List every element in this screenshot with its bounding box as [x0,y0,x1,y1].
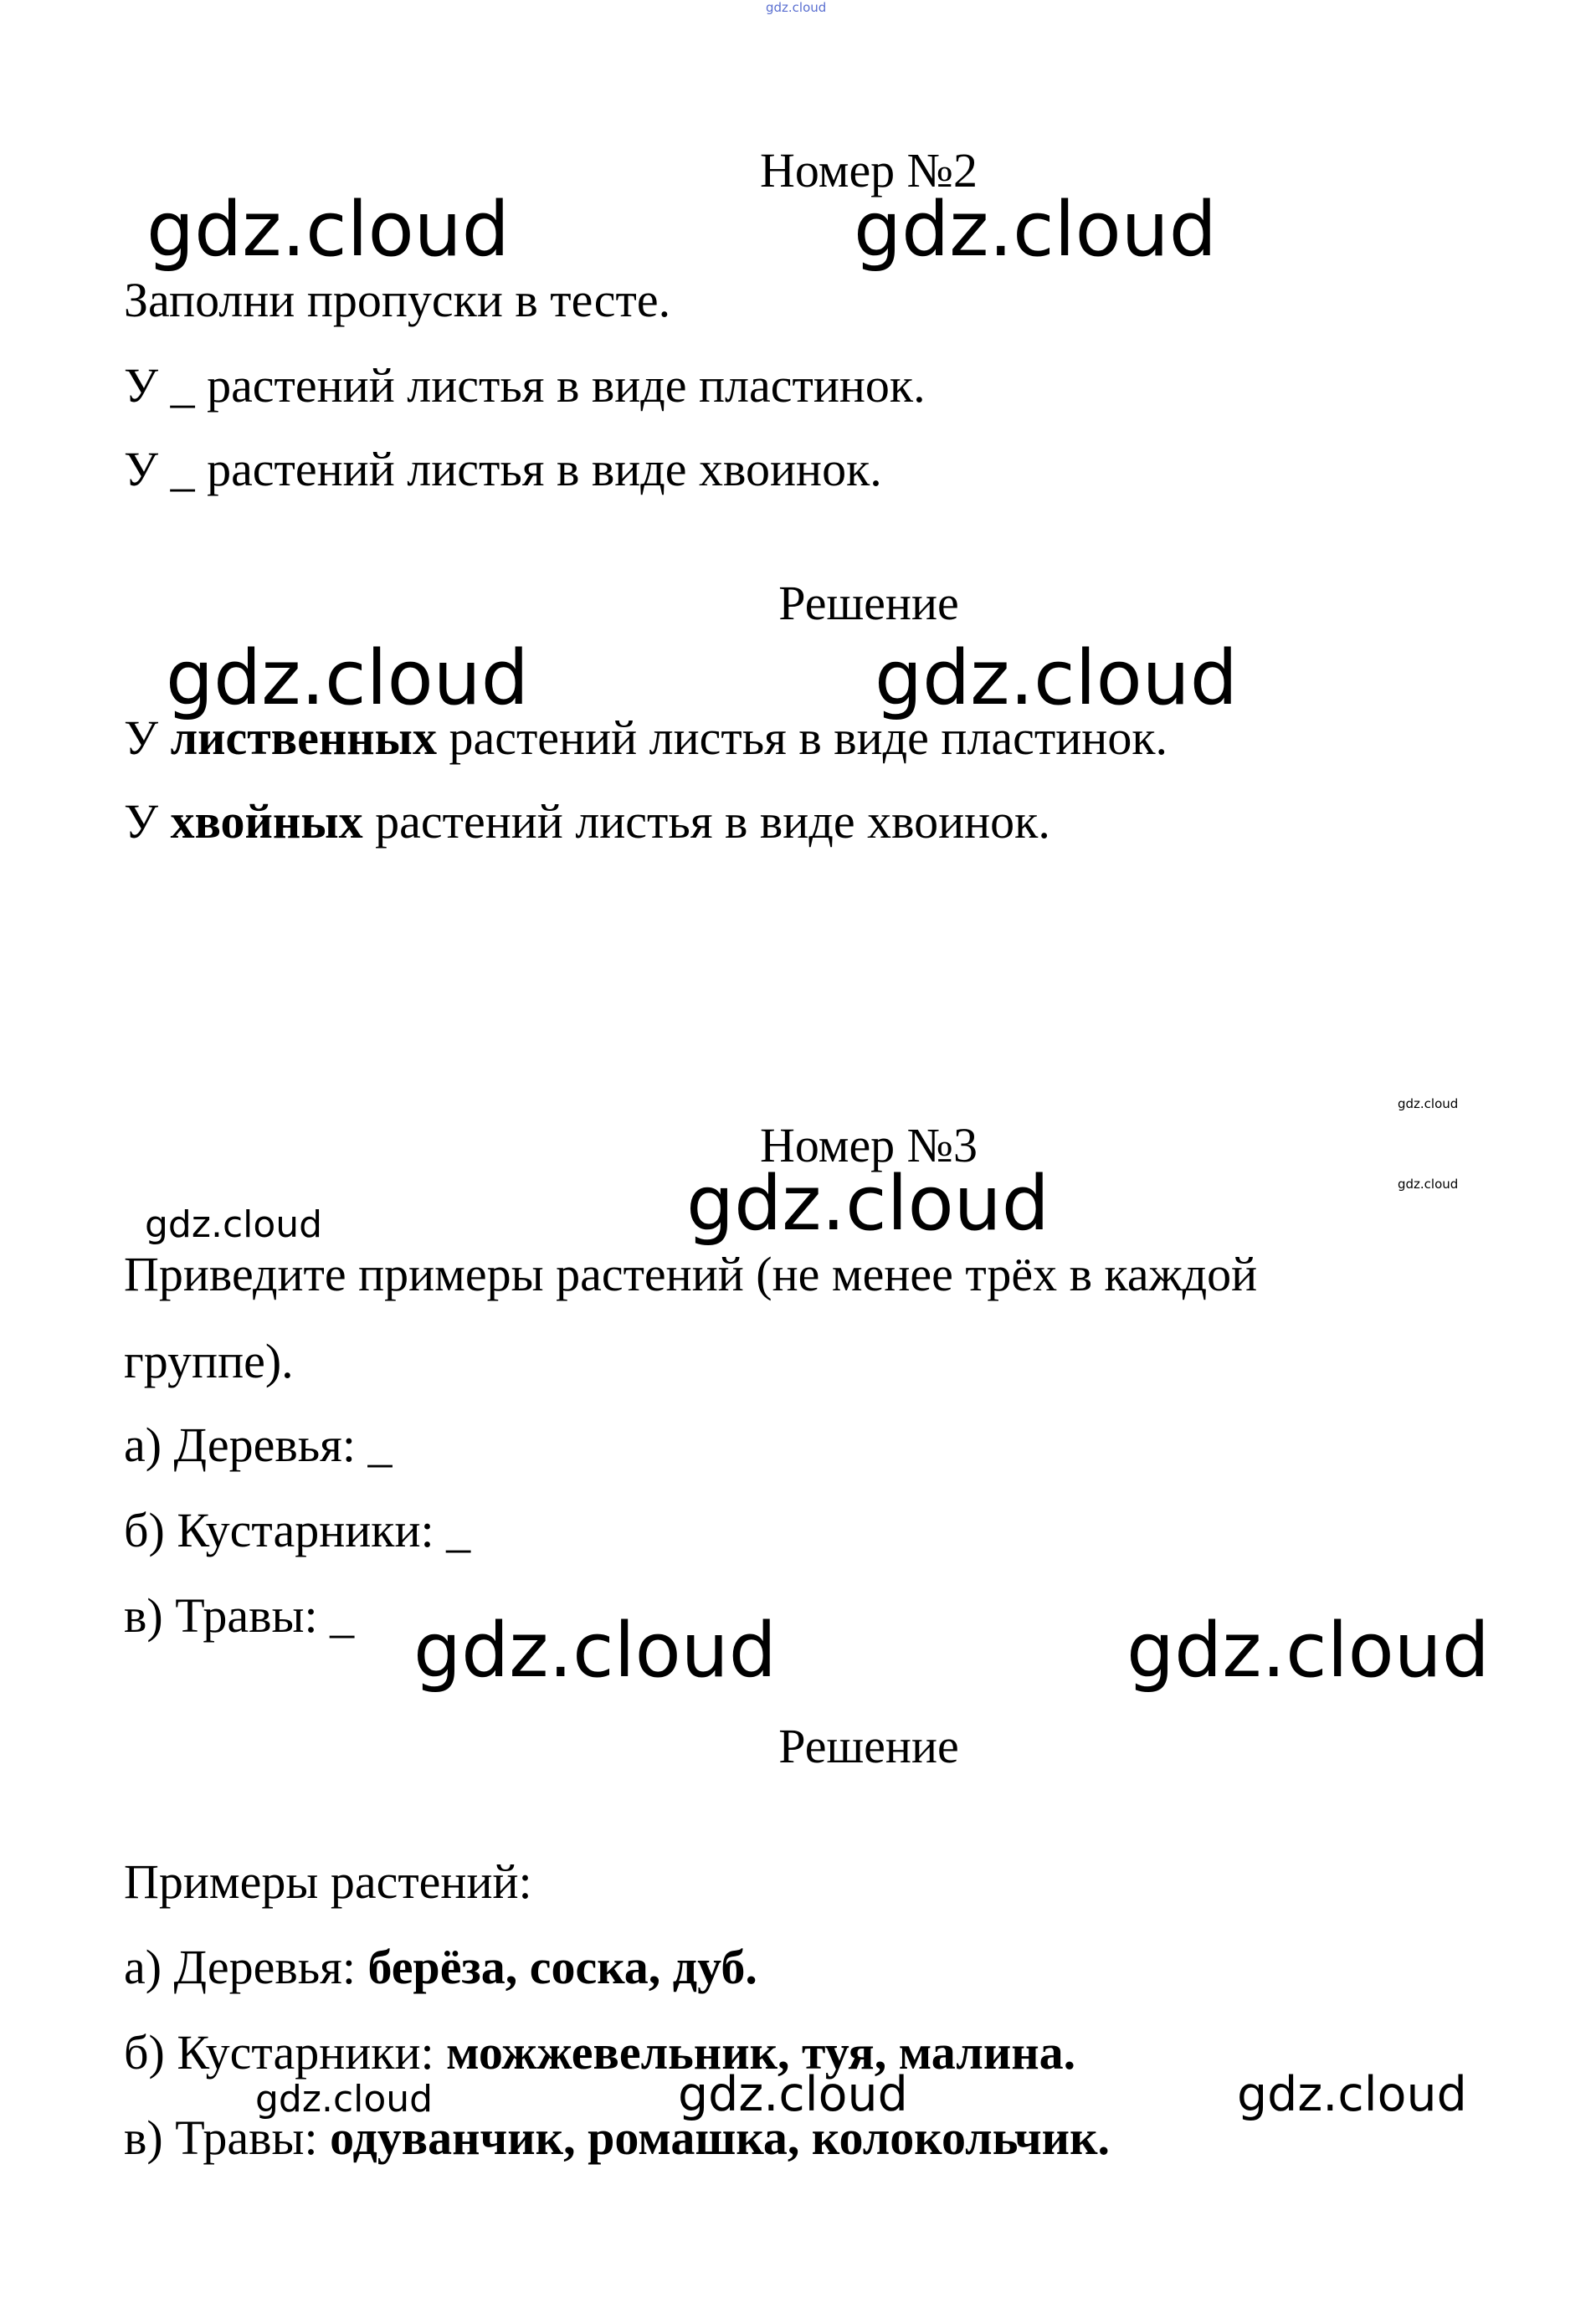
watermark-13: gdz.cloud [1237,2067,1467,2122]
watermark-7: gdz.cloud [145,1203,323,1246]
answer-bold: хвойных [170,794,363,849]
task3-item-a: а) Деревья: _ [124,1418,393,1472]
answer-bold: можжевельник, туя, малина. [446,2025,1076,2080]
watermark-2: gdz.cloud [854,186,1217,274]
task3-heading: Номер №3 [759,1118,978,1172]
watermark-9: gdz.cloud [413,1607,777,1695]
watermark-top: gdz.cloud [766,0,827,15]
answer-bold: берёза, соска, дуб. [367,1940,757,1994]
watermark-3: gdz.cloud [166,634,529,722]
task2-solution-heading: Решение [778,576,959,630]
task2-heading: Номер №2 [759,143,978,197]
task3-prompt-line2: группе). [124,1334,294,1388]
task3-item-b: б) Кустарники: _ [124,1503,471,1557]
task3-answer-a: а) Деревья: берёза, соска, дуб. [124,1940,757,1994]
answer-bold: лиственных [170,710,437,765]
task3-answer-c: в) Травы: одуванчик, ромашка, колокольчик. [124,2110,1111,2165]
answer-bold: одуванчик, ромашка, колокольчик. [330,2110,1111,2165]
watermark-10: gdz.cloud [1126,1607,1490,1695]
task3-solution-heading: Решение [778,1719,959,1773]
watermark-1: gdz.cloud [146,186,510,274]
task3-item-c: в) Травы: _ [124,1588,355,1643]
task2-line2: У _ растений листья в виде хвоинок. [124,442,882,496]
watermark-12: gdz.cloud [678,2067,908,2122]
watermark-4: gdz.cloud [875,634,1238,722]
task2-line1: У _ растений листья в виде пластинок. [124,358,926,413]
watermark-6: gdz.cloud [1398,1177,1459,1192]
watermark-8: gdz.cloud [686,1160,1049,1248]
task3-prompt-line1: Приведите примеры растений (не менее трёх в каждой [124,1247,1258,1301]
task2-answer1: У лиственных растений листья в виде пластинок. [124,710,1167,765]
task2-answer2: У хвойных растений листья в виде хвоинок. [124,794,1050,849]
watermark-5: gdz.cloud [1398,1096,1459,1111]
task2-prompt: Заполни пропуски в тесте. [124,273,671,327]
watermark-11: gdz.cloud [255,2078,434,2121]
task3-answer-b: б) Кустарники: можжевельник, туя, малина. [124,2025,1076,2080]
task3-answer-intro: Примеры растений: [124,1854,532,1909]
